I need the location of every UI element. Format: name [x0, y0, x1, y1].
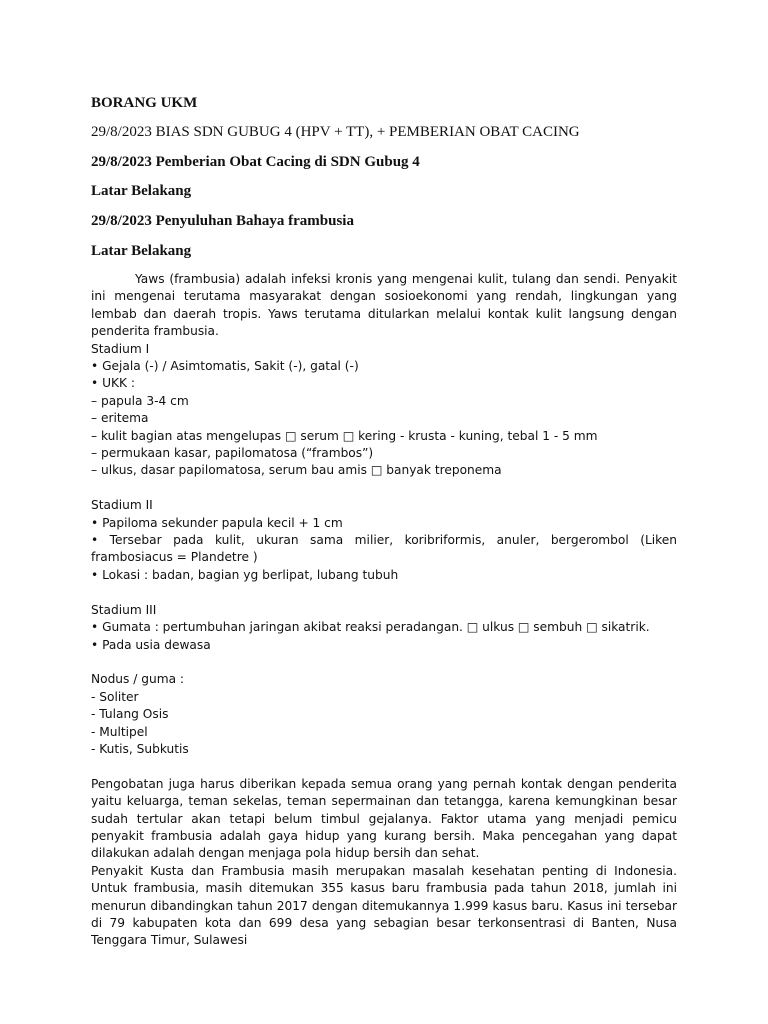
list-item: • Gumata : pertumbuhan jaringan akibat reaksi peradangan. □ ulkus □ sembuh □ sikatrik. [91, 620, 650, 635]
stadium-2-title: Stadium II [91, 498, 153, 513]
list-item: – ulkus, dasar papilomatosa, serum bau amis □ banyak treponema [91, 463, 502, 478]
list-item: - Kutis, Subkutis [91, 741, 189, 756]
bias-line: 29/8/2023 BIAS SDN GUBUG 4 (HPV + TT), + PEMBERIAN OBAT CACING [91, 124, 580, 140]
intro-paragraph: Yaws (frambusia) adalah infeksi kronis yang mengenai kulit, tulang dan sendi. Penyakit ini mengenai terutama masyarakat dengan sosioekonomi yang rendah, lingkungan yang lembab dan daerah tropis. Yaws terutama ditularkan melalui kontak kulit langsung dengan penderita frambusia. [91, 272, 677, 339]
stadium-1-title: Stadium I [91, 341, 150, 356]
list-item: - Soliter [91, 689, 139, 704]
list-item: • UKK : [91, 376, 135, 391]
document-heading: BORANG UKM [91, 95, 198, 111]
latar-belakang-heading-2: Latar Belakang [91, 243, 192, 259]
list-item: - Tulang Osis [91, 707, 169, 722]
latar-belakang-heading-1: Latar Belakang [91, 183, 192, 199]
document-body [91, 271, 677, 950]
stadium-1-section [91, 341, 677, 480]
nodus-title: Nodus / guma : [91, 672, 185, 687]
list-item: • Lokasi : badan, bagian yg berlipat, lubang tubuh [91, 567, 399, 582]
list-item: • Gejala (-) / Asimtomatis, Sakit (-), gatal (-) [91, 359, 359, 374]
pengobatan-paragraph: Pengobatan juga harus diberikan kepada semua orang yang pernah kontak dengan penderita yaitu keluarga, teman sekelas, teman sepermainan dan tetangga, karena kemungkinan besar sudah tertular akan tetapi belum timbul gejalanya. Faktor utama yang menjadi pemicu penyakit frambusia adalah gaya hidup yang kurang bersih. Maka pencegahan yang dapat dilakukan adalah dengan menjaga pola hidup bersih dan sehat. [91, 776, 677, 861]
list-item: – kulit bagian atas mengelupas □ serum □ kering - krusta - kuning, tebal 1 - 5 mm [91, 428, 598, 443]
stadium-3-title: Stadium III [91, 602, 157, 617]
list-item: • Tersebar pada kulit, ukuran sama milier, koribriformis, anuler, bergerombol (Liken frambosiacus = Plandetre ) [91, 533, 677, 565]
list-item: – papula 3-4 cm [91, 393, 189, 408]
list-item: – permukaan kasar, papilomatosa (“frambos”) [91, 446, 374, 461]
stadium-3-section [91, 602, 677, 654]
kusta-paragraph: Penyakit Kusta dan Frambusia masih merupakan masalah kesehatan penting di Indonesia. Untuk frambusia, masih ditemukan 355 kasus baru frambusia pada tahun 2018, jumlah ini menurun dibandingkan tahun 2017 dengan ditemukannya 1.999 kasus baru. Kasus ini tersebar di 79 kabupaten kota dan 699 desa yang sebagian besar terkonsentrasi di Banten, Nusa Tenggara Timur, Sulawesi [91, 863, 677, 948]
list-item: • Papiloma sekunder papula kecil + 1 cm [91, 515, 343, 530]
list-item: - Multipel [91, 724, 148, 739]
list-item: – eritema [91, 411, 149, 426]
list-item: • Pada usia dewasa [91, 637, 211, 652]
obat-cacing-heading: 29/8/2023 Pemberian Obat Cacing di SDN Gubug 4 [91, 154, 420, 170]
penyuluhan-heading: 29/8/2023 Penyuluhan Bahaya frambusia [91, 213, 354, 229]
stadium-2-section [91, 497, 677, 584]
nodus-section [91, 671, 677, 758]
